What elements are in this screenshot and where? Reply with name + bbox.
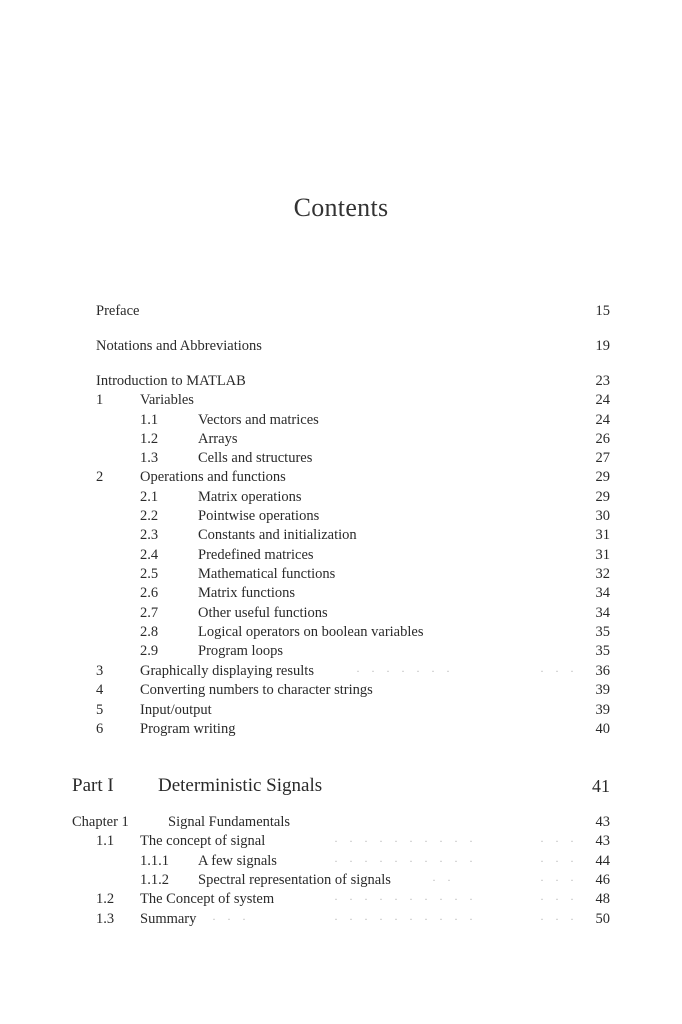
leader-dots: · · · · · · · bbox=[356, 664, 454, 678]
toc-label: Matrix functions bbox=[198, 585, 296, 601]
leader-dots: · · · bbox=[540, 912, 578, 926]
toc-number: 2.6 bbox=[140, 585, 159, 601]
leader-dots: · · · · · · · · · · bbox=[334, 912, 477, 926]
toc-number: 6 bbox=[96, 721, 104, 737]
toc-label: The concept of signal bbox=[140, 833, 266, 849]
toc-entry-section[interactable] bbox=[0, 391, 682, 410]
toc-label: Logical operators on boolean variables bbox=[198, 624, 424, 640]
leader-dots: · · · bbox=[540, 664, 578, 678]
toc-label: Operations and functions bbox=[140, 469, 286, 485]
leader-dots: · · · bbox=[540, 854, 578, 868]
leader-dots: · · · bbox=[540, 834, 578, 848]
toc-number: 1.2 bbox=[96, 891, 115, 907]
toc-number: 2 bbox=[96, 469, 104, 485]
toc-page: 48 bbox=[595, 891, 610, 907]
toc-label: Cells and structures bbox=[198, 450, 313, 466]
toc-label: Spectral representation of signals bbox=[198, 872, 391, 888]
toc-entry-subsection[interactable] bbox=[0, 430, 682, 449]
toc-label: Input/output bbox=[140, 702, 212, 718]
toc-number: 5 bbox=[96, 702, 104, 718]
toc-number: 1.2 bbox=[140, 431, 159, 447]
toc-page: 35 bbox=[595, 643, 610, 659]
toc-entry-notations[interactable] bbox=[0, 337, 682, 356]
toc-number: 2.5 bbox=[140, 566, 159, 582]
toc-page: 34 bbox=[595, 605, 610, 621]
toc-label: Preface bbox=[96, 303, 140, 319]
toc-label: The Concept of system bbox=[140, 891, 275, 907]
toc-page: 39 bbox=[595, 682, 610, 698]
leader-dots: · · · · · · · · · · bbox=[334, 892, 477, 906]
toc-label: Program writing bbox=[140, 721, 236, 737]
toc-label: Variables bbox=[140, 392, 194, 408]
toc-page: 19 bbox=[595, 338, 610, 354]
chapter-title: Signal Fundamentals bbox=[168, 814, 291, 830]
toc-label: Pointwise operations bbox=[198, 508, 320, 524]
toc-label: Graphically displaying results bbox=[140, 663, 314, 679]
toc-label: Constants and initialization bbox=[198, 527, 357, 543]
toc-entry-introduction[interactable] bbox=[0, 372, 682, 391]
toc-entry-section[interactable] bbox=[0, 701, 682, 720]
toc-number: 2.4 bbox=[140, 547, 159, 563]
toc-number: 2.7 bbox=[140, 605, 159, 621]
toc-page: 40 bbox=[595, 721, 610, 737]
toc-entry-section[interactable] bbox=[0, 681, 682, 700]
toc-page: 31 bbox=[595, 527, 610, 543]
leader-dots: · · · bbox=[540, 892, 578, 906]
toc-entry-section[interactable] bbox=[0, 720, 682, 739]
toc-page: 44 bbox=[595, 853, 610, 869]
leader-dots: · · · bbox=[540, 873, 578, 887]
toc-label: Notations and Abbreviations bbox=[96, 338, 262, 354]
toc-label: Summary bbox=[140, 911, 197, 927]
toc-label: Arrays bbox=[198, 431, 238, 447]
leader-dots: · · · · · · · · · · bbox=[334, 834, 477, 848]
toc-page: 29 bbox=[595, 469, 610, 485]
toc-number: 2.2 bbox=[140, 508, 159, 524]
toc-entry-subsection[interactable] bbox=[0, 584, 682, 603]
toc-label: Mathematical functions bbox=[198, 566, 336, 582]
toc-entry-section[interactable] bbox=[0, 662, 682, 681]
toc-number: 1.3 bbox=[140, 450, 159, 466]
toc-entry-subsection[interactable] bbox=[0, 642, 682, 661]
toc-label: Vectors and matrices bbox=[198, 412, 319, 428]
toc-number: 2.8 bbox=[140, 624, 159, 640]
toc-entry-subsection[interactable] bbox=[0, 411, 682, 430]
toc-page: 41 bbox=[592, 776, 610, 796]
toc-label: Matrix operations bbox=[198, 489, 302, 505]
toc-number: 2.9 bbox=[140, 643, 159, 659]
toc-entry-subsection[interactable] bbox=[0, 623, 682, 642]
toc-number: 1.1.1 bbox=[140, 853, 169, 869]
page-title: Contents bbox=[293, 193, 389, 222]
part-title: Deterministic Signals bbox=[158, 775, 323, 796]
toc-entry-subsection[interactable] bbox=[0, 488, 682, 507]
toc-number: 4 bbox=[96, 682, 104, 698]
toc-label: Predefined matrices bbox=[198, 547, 314, 563]
toc-entry-subsection[interactable] bbox=[0, 546, 682, 565]
toc-page: 26 bbox=[595, 431, 610, 447]
toc-number: 1.1 bbox=[140, 412, 159, 428]
toc-entry-subsection[interactable] bbox=[0, 449, 682, 468]
toc-entry-subsection[interactable] bbox=[0, 565, 682, 584]
toc-page: 32 bbox=[595, 566, 610, 582]
leader-dots: · · bbox=[432, 873, 455, 887]
toc-page: 50 bbox=[595, 911, 610, 927]
toc-page: 24 bbox=[595, 412, 610, 428]
toc-page: 36 bbox=[595, 663, 610, 679]
toc-page: 15 bbox=[595, 303, 610, 319]
toc-page: 34 bbox=[595, 585, 610, 601]
toc-label: Introduction to MATLAB bbox=[96, 373, 246, 389]
toc-page: 35 bbox=[595, 624, 610, 640]
toc-entry-subsection[interactable] bbox=[0, 526, 682, 545]
toc-page: 27 bbox=[595, 450, 610, 466]
toc-number: 1.3 bbox=[96, 911, 115, 927]
toc-label: Program loops bbox=[198, 643, 283, 659]
toc-number: 1 bbox=[96, 392, 104, 408]
toc-number: 1.1.2 bbox=[140, 872, 169, 888]
toc-entry-subsection[interactable] bbox=[0, 507, 682, 526]
toc-number: 1.1 bbox=[96, 833, 115, 849]
leader-dots: · · · · · · · · · · bbox=[334, 854, 477, 868]
toc-page: 43 bbox=[595, 833, 610, 849]
toc-page: 31 bbox=[595, 547, 610, 563]
part-label: Part I bbox=[72, 775, 114, 796]
toc-page: 46 bbox=[595, 872, 610, 888]
toc-page: 24 bbox=[595, 392, 610, 408]
leader-dots: · · · bbox=[212, 912, 250, 926]
toc-page: 30 bbox=[595, 508, 610, 524]
toc-entry-section[interactable] bbox=[0, 832, 682, 851]
toc-label: Other useful functions bbox=[198, 605, 328, 621]
toc-entry-section[interactable] bbox=[0, 910, 682, 929]
toc-page: 43 bbox=[595, 814, 610, 830]
toc-label: Converting numbers to character strings bbox=[140, 682, 373, 698]
toc-entry-chapter[interactable] bbox=[0, 813, 682, 832]
toc-number: 3 bbox=[96, 663, 104, 679]
toc-number: 2.3 bbox=[140, 527, 159, 543]
toc-page: 39 bbox=[595, 702, 610, 718]
toc-number: 2.1 bbox=[140, 489, 159, 505]
toc-entry-subsection[interactable] bbox=[0, 604, 682, 623]
chapter-label: Chapter 1 bbox=[72, 814, 129, 830]
toc-page: 29 bbox=[595, 489, 610, 505]
toc-entry-section[interactable] bbox=[0, 468, 682, 487]
toc-page: 23 bbox=[595, 373, 610, 389]
toc-entry-subsection[interactable] bbox=[0, 871, 682, 890]
toc-label: A few signals bbox=[198, 853, 277, 869]
toc-entry-preface[interactable] bbox=[0, 302, 682, 321]
toc-entry-part[interactable] bbox=[0, 774, 682, 798]
toc-entry-section[interactable] bbox=[0, 890, 682, 909]
toc-entry-subsection[interactable] bbox=[0, 852, 682, 871]
